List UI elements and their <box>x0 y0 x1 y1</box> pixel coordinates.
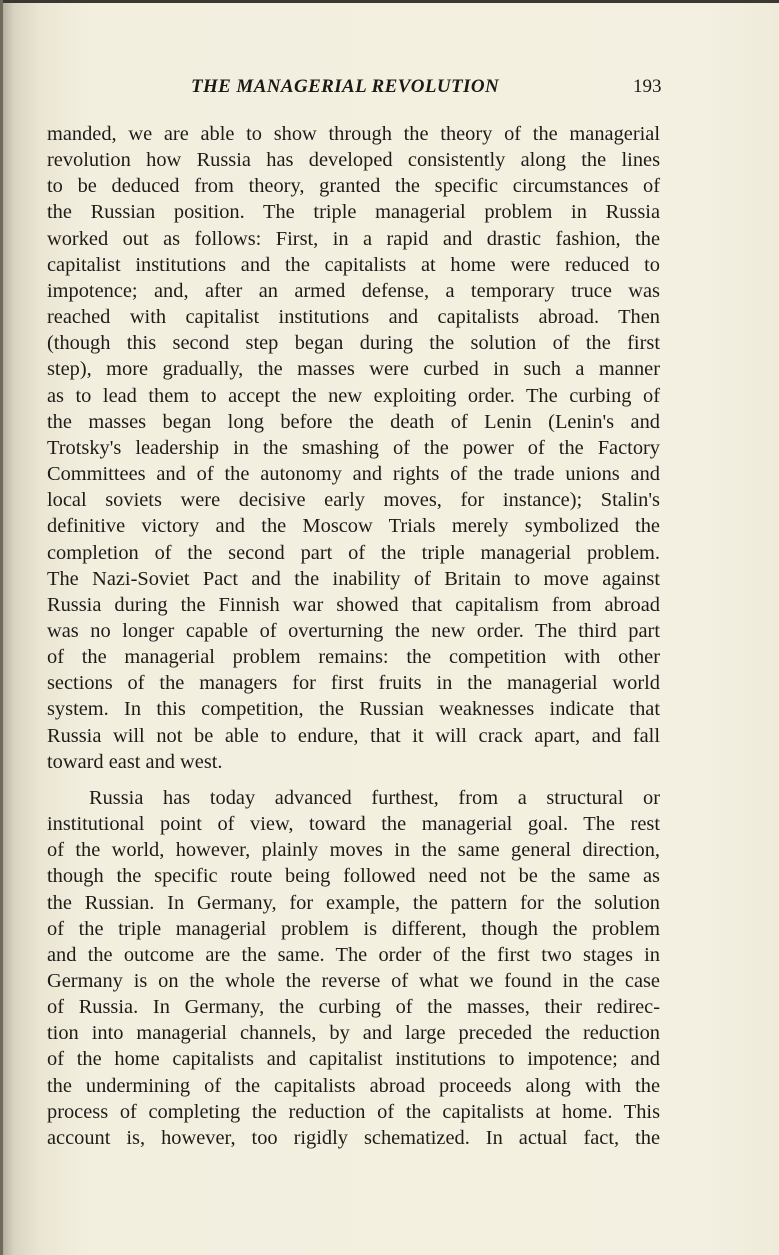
text-line: institutional point of view, toward the managerial goal. The rest <box>47 813 660 836</box>
text-line: to be deduced from theory, granted the specific circumstances of <box>47 175 660 198</box>
paragraph-gap <box>47 775 660 785</box>
text-line: Russia during the Finnish war showed that capitalism from abroad <box>47 593 660 616</box>
text-line: tion into managerial channels, by and large preceded the reduction <box>47 1022 660 1045</box>
text-line: of the managerial problem remains: the competition with other <box>47 646 660 669</box>
text-line: system. In this competition, the Russian weaknesses indicate that <box>47 698 660 721</box>
text-line: sections of the managers for first fruits in the managerial world <box>47 672 660 695</box>
text-line: step), more gradually, the masses were curbed in such a manner <box>47 358 660 381</box>
page-top-edge <box>0 0 779 3</box>
text-line: of the home capitalists and capitalist institutions to impotence; and <box>47 1048 660 1071</box>
text-line: worked out as follows: First, in a rapid and drastic fashion, the <box>47 227 660 250</box>
text-line: the masses began long before the death of Lenin (Lenin's and <box>47 410 660 433</box>
text-line: the undermining of the capitalists abroad proceeds along with the <box>47 1074 660 1097</box>
text-line: The Nazi-Soviet Pact and the inability of Britain to move against <box>47 567 660 590</box>
text-line: toward east and west. <box>47 750 223 773</box>
paragraph-1 <box>47 121 660 775</box>
text-line: Russia will not be able to endure, that it will crack apart, and fall <box>47 724 660 747</box>
text-line: impotence; and, after an armed defense, a temporary truce was <box>47 279 660 302</box>
text-line: definitive victory and the Moscow Trials merely symbolized the <box>47 515 660 538</box>
text-line: revolution how Russia has developed consistently along the lines <box>47 149 660 172</box>
paragraph-2 <box>47 785 660 1151</box>
text-line: Germany is on the whole the reverse of what we found in the case <box>47 970 660 992</box>
text-line: of the triple managerial problem is different, though the problem <box>47 917 660 940</box>
text-line: Committees and of the autonomy and rights of the trade unions and <box>47 463 660 486</box>
running-head: THE MANAGERIAL REVOLUTION <box>191 76 500 97</box>
text-line: Trotsky's leadership in the smashing of the power of the Factory <box>47 436 660 459</box>
text-line: Russia has today advanced furthest, from a structural or <box>89 786 660 809</box>
text-line: the Russian. In Germany, for example, the pattern for the solution <box>47 891 660 914</box>
page-number: 193 <box>633 76 662 97</box>
text-line: as to lead them to accept the new exploiting order. The curbing of <box>47 384 660 407</box>
text-line: completion of the second part of the triple managerial problem. <box>47 541 660 564</box>
text-line: reached with capitalist institutions and capitalists abroad. Then <box>47 306 660 329</box>
text-line: (though this second step began during the solution of the first <box>47 332 660 355</box>
text-line: process of completing the reduction of the capitalists at home. This <box>47 1100 660 1123</box>
text-line: and the outcome are the same. The order of the first two stages in <box>47 943 660 966</box>
text-line: though the specific route being followed need not be the same as <box>47 865 660 888</box>
text-line: account is, however, too rigidly schematized. In actual fact, the <box>47 1126 660 1149</box>
body-text <box>47 121 660 1151</box>
text-line: of the world, however, plainly moves in the same general direction, <box>47 839 660 862</box>
text-line: was no longer capable of overturning the new order. The third part <box>47 619 660 642</box>
text-line: capitalist institutions and the capitalists at home were reduced to <box>47 253 660 276</box>
text-line: of Russia. In Germany, the curbing of the masses, their redirec- <box>47 996 660 1019</box>
page-binding-edge <box>0 0 3 1255</box>
text-line: the Russian position. The triple managerial problem in Russia <box>47 201 660 224</box>
text-line: local soviets were decisive early moves, for instance); Stalin's <box>47 489 660 512</box>
text-line: manded, we are able to show through the theory of the managerial <box>47 123 660 145</box>
